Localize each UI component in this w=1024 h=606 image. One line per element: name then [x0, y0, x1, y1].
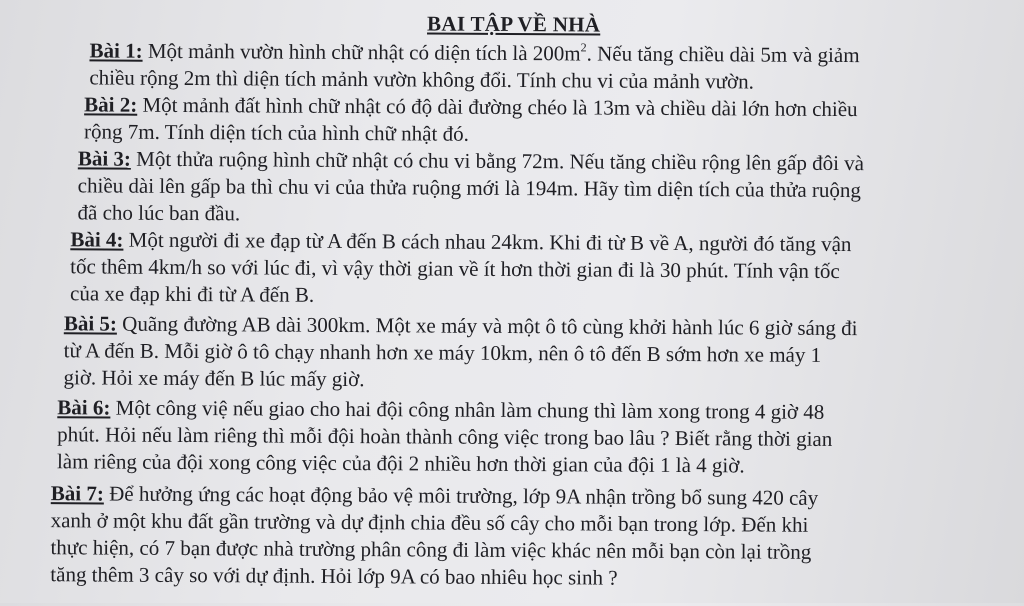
problem-text: giờ. Hỏi xe máy đến B lúc mấy giờ.	[63, 365, 365, 392]
problem-text: Quãng đường AB dài 300km. Một xe máy và một ô tô cùng khởi hành lúc 6 giờ sáng đi	[116, 311, 858, 341]
superscript: 2	[580, 40, 587, 55]
problem-text: từ A đến B. Mỗi giờ ô tô chạy nhanh hơn xe máy 10km, nên ô tô đến B sớm hơn xe máy 1	[63, 338, 822, 367]
problem-text: tăng thêm 3 cây so với dự định. Hỏi lớp 9A có bao nhiêu học sinh ?	[50, 562, 618, 590]
problem-text: Một mảnh vườn hình chữ nhật có diện tích là 200m	[142, 38, 581, 66]
problem-label: Bài 6:	[57, 395, 111, 420]
problem-label: Bài 2:	[84, 92, 138, 117]
problem-text: thực hiện, có 7 bạn được nhà trường phân công đi làm việc khác nên mỗi bạn còn lại trồng	[50, 535, 812, 564]
problem-5	[63, 310, 857, 396]
problem-2	[84, 91, 858, 150]
problem-label: Bài 4:	[70, 227, 124, 252]
problem-text: làm riêng của đội xong công việc của đội 2 nhiều hơn thời gian của đội 1 là 4 giờ.	[56, 449, 745, 478]
problem-text: Để hưởng ứng các hoạt động bảo vệ môi trường, lớp 9A nhận trồng bổ sung 420 cây	[103, 481, 819, 510]
problem-text: xanh ở một khu đất gần trường và dự định chia đều số cây cho mỗi bạn trong lớp. Đến khi	[50, 508, 809, 537]
problem-text: Một mảnh đất hình chữ nhật có độ dài đường chéo là 13m và chiều dài lớn hơn chiều	[137, 92, 858, 122]
problem-label: Bài 5:	[63, 311, 118, 336]
problem-text: Một thửa ruộng hình chữ nhật có chu vi bằng 72m. Nếu tăng chiều rộng lên gấp đôi và	[130, 146, 865, 176]
problem-text: . Nếu tăng chiều dài 5m và giảm	[586, 41, 860, 68]
problem-label: Bài 1:	[89, 38, 143, 63]
problem-1	[89, 37, 859, 96]
problem-text: phút. Hỏi nếu làm riêng thì mỗi đội hoàn thành công việc trong bao lâu ? Biết rằng thời gian	[57, 422, 833, 451]
problem-label: Bài 3:	[77, 146, 132, 171]
problem-text: rộng 7m. Tính diện tích của hình chữ nhật đó.	[83, 119, 469, 146]
problem-text: đã cho lúc ban đầu.	[77, 200, 241, 226]
problem-text: tốc thêm 4km/h so với lúc đi, vì vậy thời gian về ít hơn thời gian đi là 30 phút. Tính vận tốc	[70, 254, 840, 284]
problem-text: chiều dài lên gấp ba thì chu vi của thửa ruộng mới là 194m. Hãy tìm diện tích của thửa ruộng	[77, 173, 862, 203]
problem-6	[57, 394, 833, 480]
problem-text: của xe đạp khi đi từ A đến B.	[69, 281, 315, 307]
problem-7	[50, 480, 818, 593]
problem-3	[77, 145, 864, 231]
problem-text: chiều rộng 2m thì diện tích mảnh vườn không đổi. Tính chu vi của mảnh vườn.	[89, 65, 755, 94]
page-title: BAI TẬP VỀ NHÀ	[427, 11, 601, 37]
problem-4	[70, 226, 852, 312]
problem-text: Một người đi xe đạp từ A đến B cách nhau 24km. Khi đi từ B về A, người đó tăng vận	[123, 227, 852, 257]
problem-text: Một công việ nếu giao cho hai đội công nhân làm chung thì làm xong trong 4 giờ 48	[110, 395, 825, 424]
problem-label: Bài 7:	[50, 481, 104, 506]
